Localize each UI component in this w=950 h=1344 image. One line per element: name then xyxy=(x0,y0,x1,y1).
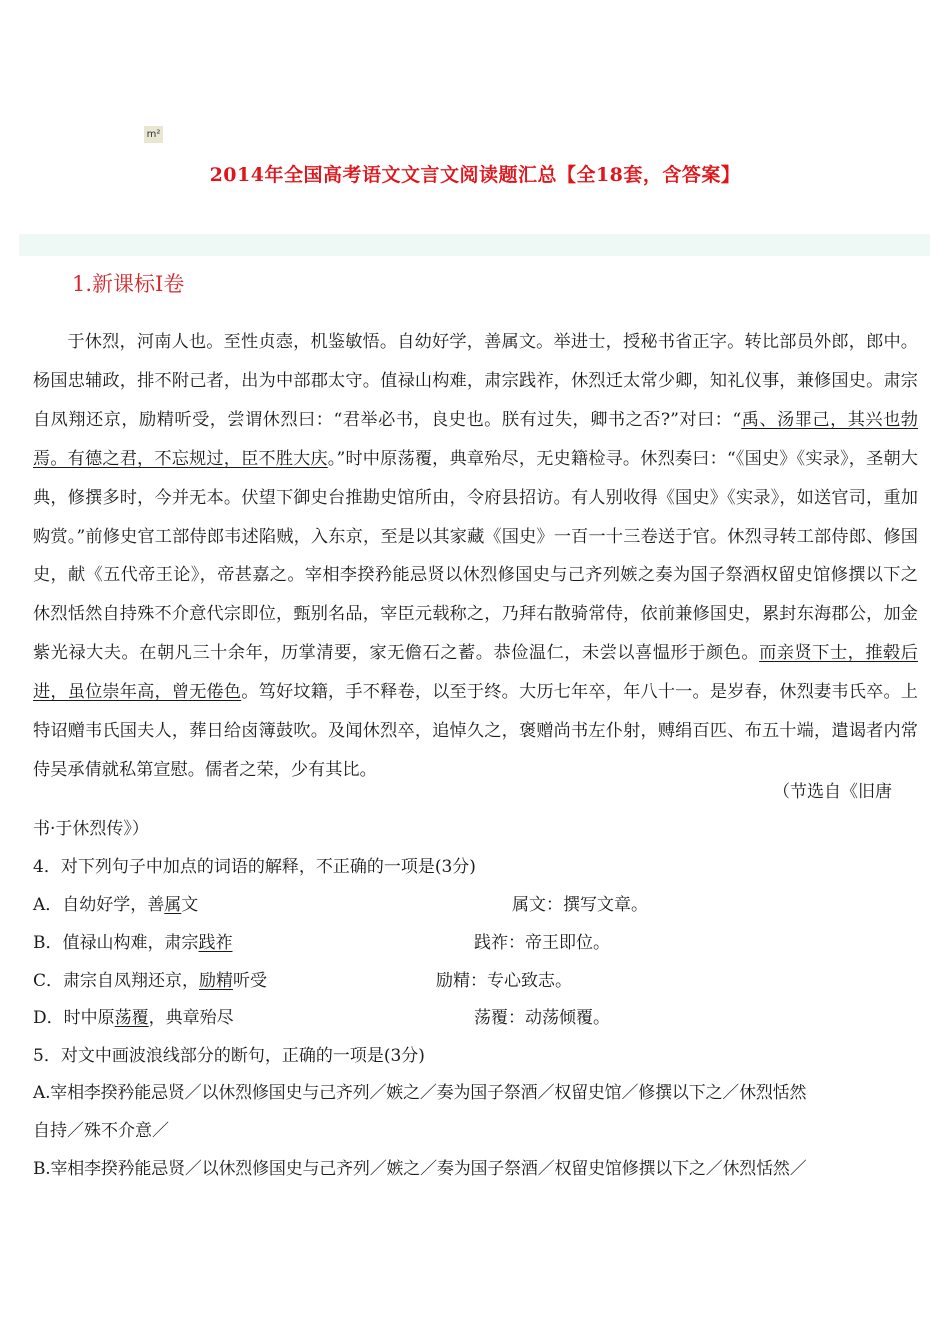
section-band xyxy=(19,234,930,256)
passage-text: 。笃好坟籍，手不释卷，以至于终。大历七年卒，年八十一。是岁春，休烈妻韦氏卒。上特诏赠韦氏国夫人，葬日给卤簿鼓吹。及闻休烈卒，追悼久之，褒赠尚书左仆射，赙绢百匹、布五十端，遣谒者内常侍吴承倩就私第宣慰。儒者之荣，少有其比。 xyxy=(33,682,918,780)
option-c-explanation: 励精：专心致志。 xyxy=(436,971,572,991)
dotted-word: 荡覆 xyxy=(114,1008,149,1028)
dotted-word: 属 xyxy=(164,895,182,915)
question-4-stem: 4．对下列句子中加点的词语的解释，不正确的一项是(3分) xyxy=(33,857,476,877)
question-4-option-b: B．值禄山构难，肃宗践祚 xyxy=(33,933,233,953)
dotted-word: 践祚 xyxy=(198,933,233,953)
question-4-option-a: A．自幼好学，善属文 xyxy=(33,895,199,915)
passage-text: 。”时中原荡覆，典章殆尽，无史籍检寻。休烈奏曰：“《国史》《实录》，圣朝大典，修撰多时，今并无本。伏望下御史台推勘史馆所由，令府县招访。有人别收得《国史》《实录》，如送官司，重加购赏。”前修史官工部侍郎韦述陷贼，入东京，至是以其家藏《国史》一百一十三卷送于官。休烈寻转工部侍郎、修国史，献《五代帝王论》，帝甚嘉之。宰相李揆矜能忌贤以休烈修国史与己齐列嫉之奏为国子祭酒权留史馆修撰以下之休烈恬然自持殊不介意代宗即位，甄别名品，宰臣元载称之，乃拜右散骑常侍，依前兼修国史，累封东海郡公，加金紫光禄大夫。在朝凡三十余年，历掌清要，家无儋石之蓄。恭俭温仁，未尝以喜愠形于颜色。 xyxy=(33,448,918,664)
option-b-explanation: 践祚：帝王即位。 xyxy=(474,933,610,953)
option-d-explanation: 荡覆：动荡倾覆。 xyxy=(474,1008,610,1028)
underlined-sentence-1: 禹、汤罪己，其兴也勃焉。有德之君，不忘规过，臣不胜大庆 xyxy=(33,409,918,469)
question-5-option-b: B.宰相李揆矜能忌贤／以休烈修国史与己齐列／嫉之／奏为国子祭酒／权留史馆修撰以下之／休烈恬然／ xyxy=(33,1159,807,1179)
question-4-option-c: C．肃宗自凤翔还京，励精听受 xyxy=(33,971,268,991)
passage-text: 于休烈，河南人也。至性贞悫，机鉴敏悟。自幼好学，善属文。举进士，授秘书省正字。转比部员外郎，郎中。杨国忠辅政，排不附己者，出为中部郡太守。值禄山构难，肃宗践祚，休烈迁太常少卿，知礼仪事，兼修国史。肃宗自凤翔还京，励精听受，尝谓休烈曰：“君举必书，良史也。朕有过失，卿书之否?”对曰：“ xyxy=(33,332,918,430)
page-title: 2014年全国高考语文文言文阅读题汇总【全18套，含答案】 xyxy=(209,164,741,186)
dotted-word: 励精 xyxy=(199,971,234,991)
passage xyxy=(33,323,918,790)
source-citation: （节选自《旧唐 xyxy=(773,782,892,802)
option-a-explanation: 属文：撰写文章。 xyxy=(512,895,648,915)
passage-paragraph xyxy=(33,323,918,790)
logo: m² xyxy=(144,126,163,143)
section-heading: 1.新课标Ⅰ卷 xyxy=(72,272,185,296)
question-5-stem: 5．对文中画波浪线部分的断句，正确的一项是(3分) xyxy=(33,1046,425,1066)
question-5-option-a-cont: 自持／殊不介意／ xyxy=(33,1121,169,1141)
question-5-option-a: A.宰相李揆矜能忌贤／以休烈修国史与己齐列／嫉之／奏为国子祭酒／权留史馆／修撰以下之／休烈恬然 xyxy=(33,1083,807,1103)
question-4-option-d: D．时中原荡覆，典章殆尽 xyxy=(33,1008,234,1028)
underlined-sentence-2: 而亲贤下士，推毂后进，虽位崇年高，曾无倦色 xyxy=(33,643,918,703)
source-citation-cont: 书·于休烈传》） xyxy=(33,819,149,839)
